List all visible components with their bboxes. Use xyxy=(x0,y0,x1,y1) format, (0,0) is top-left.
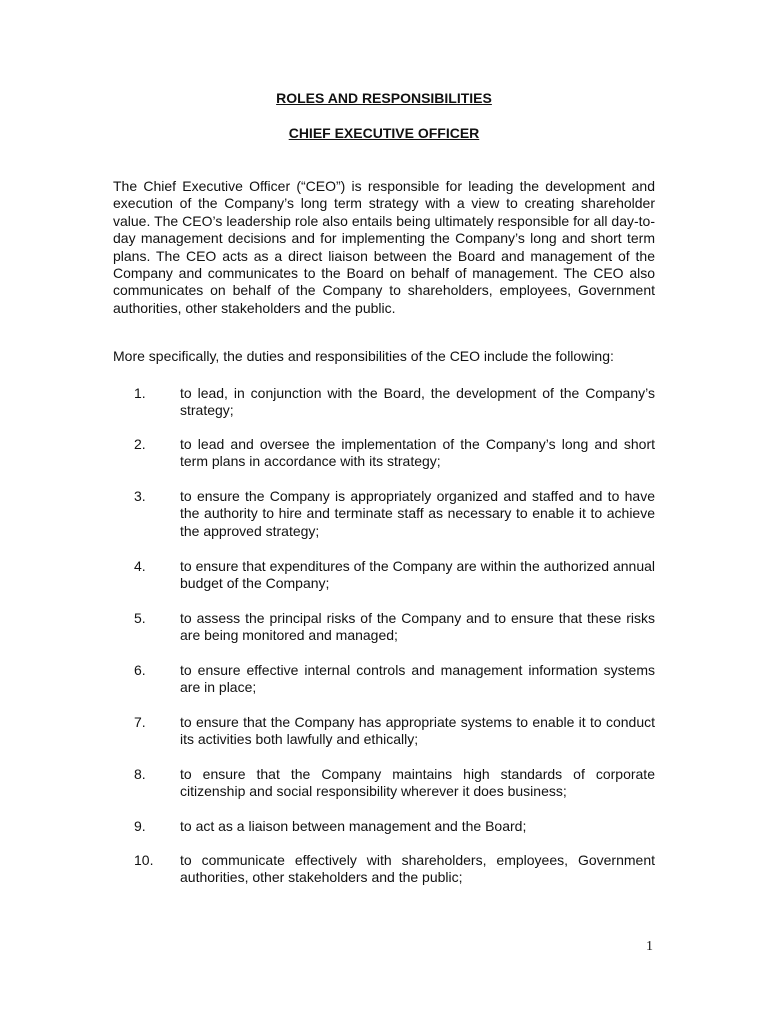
list-item-text: to ensure that the Company maintains high standards of corporate citizenship and social responsibility wherever it does business; xyxy=(180,766,655,800)
list-item-number: 8. xyxy=(134,766,146,782)
list-item-text: to ensure that the Company has appropriate systems to enable it to conduct its activities both lawfully and ethically; xyxy=(180,714,655,748)
lead-in-paragraph: More specifically, the duties and responsibilities of the CEO include the following: xyxy=(113,348,614,364)
list-item-number: 3. xyxy=(134,488,146,504)
list-item-text: to ensure effective internal controls and management information systems are in place; xyxy=(180,662,655,696)
list-item-text: to ensure that expenditures of the Company are within the authorized annual budget of the Company; xyxy=(180,558,655,592)
list-item-number: 9. xyxy=(134,818,146,834)
list-item-text: to lead and oversee the implementation of the Company’s long and short term plans in accordance with its strategy; xyxy=(180,436,655,470)
list-item-number: 6. xyxy=(134,662,146,678)
list-item-number: 10. xyxy=(134,852,154,868)
list-item-text: to ensure the Company is appropriately organized and staffed and to have the authority to hire and terminate staff as necessary to enable it to achieve the approved strategy; xyxy=(180,488,655,539)
document-subtitle: CHIEF EXECUTIVE OFFICER xyxy=(288,125,480,141)
list-item-number: 5. xyxy=(134,610,146,626)
list-item-text: to communicate effectively with shareholders, employees, Government authorities, other stakeholders and the public; xyxy=(180,852,655,886)
list-item-number: 2. xyxy=(134,436,146,452)
list-item-text: to act as a liaison between management and the Board; xyxy=(180,818,527,834)
list-item-text: to lead, in conjunction with the Board, the development of the Company’s strategy; xyxy=(180,385,655,419)
list-item-text: to assess the principal risks of the Company and to ensure that these risks are being monitored and managed; xyxy=(180,610,655,644)
list-item-number: 4. xyxy=(134,558,146,574)
page-number: 1 xyxy=(646,939,653,954)
list-item-number: 1. xyxy=(134,385,146,401)
list-item-number: 7. xyxy=(134,714,146,730)
intro-paragraph: The Chief Executive Officer (“CEO”) is responsible for leading the development and execution of the Company’s long term strategy with a view to creating shareholder value. The CEO’s leadership role also entails being ultimately responsible for all day-to-day management decisions and for implementing the Company’s long and short term plans. The CEO acts as a direct liaison between the Board and management of the Company and communicates to the Board on behalf of management. The CEO also communicates on behalf of the Company to shareholders, employees, Government authorities, other stakeholders and the public. xyxy=(113,178,655,316)
document-title: ROLES AND RESPONSIBILITIES xyxy=(276,90,492,106)
